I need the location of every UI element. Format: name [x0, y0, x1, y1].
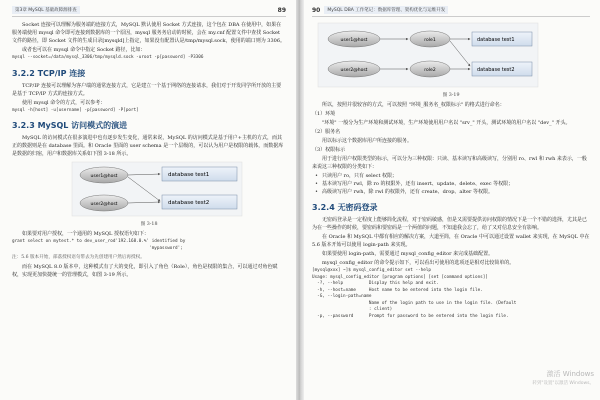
note: 注：5.6 版本开始，部落授权语句带去为先创建用户然后再授权。 — [12, 255, 145, 260]
paragraph: MySQL 的访问模式在很多演进中也有逐步发生变化，通常来说，MySQL 的访问模式是基于用户+主机的方式，而其正的数据则是在 database 里面。和 Oracle 里面的 user schema 是一个层级的，可以认为用户是权限的载体，而数据库是数据的归宿，用户和数据库关系如下图 3-18 所示。 — [12, 135, 284, 157]
left-page-header — [12, 6, 286, 17]
code-block: mysql -h[host] -u[username] -p[password] -P[port] — [12, 107, 139, 113]
right-page-header — [312, 6, 590, 17]
right-page — [304, 0, 600, 400]
paragraph: 使用 mysql 命令的方式，可以参考： — [22, 99, 106, 106]
chapter-title: 第3章 MySQL 基础故障源排查 — [12, 6, 80, 14]
list-heading: （2）服务名 — [312, 129, 341, 135]
role2-label: role2 — [424, 68, 436, 73]
section-heading: 3.2.3 MySQL 访问模式的演进 — [12, 121, 128, 130]
book-title: MySQL DBA 工作笔记：数据库管理、架构优化与运维开发 — [324, 6, 448, 14]
paragraph: 所以，按照并很较容的方式，可以按照 "环境_服务名_权限标示" 的格式进行命名： — [322, 102, 505, 108]
user2-label: user2@host — [340, 68, 368, 73]
paragraph: TCP/IP 连接可以理解为客户端的通常连接方式，它是建立一个基于网络的连接请求，我们对于开发同学所开放的主要是基于 TCP/IP 方式的连接方式。 — [12, 82, 282, 97]
list-heading: （3）权限标示 — [312, 147, 346, 153]
user-database-diagram — [12, 160, 286, 218]
paragraph: 在 Oracle 和 MySQL 中都有相应的解决方案，大道至简，在 Oracle 中可以通过设置 wallet 来实现，在 MySQL 中在 5.6 版本开始可以使用 login-path 来实现。 — [312, 234, 590, 248]
paragraph: mysql_config_editor 的命令提示如下，可以看出可使用的选项还是相对比较简单的。 — [322, 260, 515, 266]
paragraph: 用以标示这个数据库用户所连接的服务。 — [322, 138, 413, 144]
watermark-title: 激活 Windows — [546, 370, 594, 378]
code-block: grant select on mytest.* to dev_user_rod'192.168.0.%' identified by 'mypassword'; — [12, 239, 186, 251]
bullet-item: • 高级读写用户 rwh，除 rwl 的权限外，还有 create、drop、alter 等权限。 — [312, 188, 590, 196]
user1-label: user1@host — [90, 174, 118, 179]
page-number: 89 — [277, 6, 286, 14]
paragraph: 而在 MySQL 8.0 版本中，这种模式有了大的变化，即引入了角色（Role），角色是权限的集合，可以通过对角色赋权，实现更加快捷统一的管理模式，如图 3-19 所示。 — [12, 264, 278, 278]
list-heading: （1）环境 — [312, 111, 336, 117]
watermark-subtitle: 转到"设置"以激活 Windows。 — [532, 381, 594, 386]
figure-caption: 图 3-19 — [442, 93, 460, 98]
code-block: [mysql@xxx] ~]$ mysql_config_editor set --help Usage: mysql_config_editor [program options] [set [command options]] -?, --help Display this help and exit. -h, --host=name Host name to be entered into the login file. -G, --login-path=name Name of the login path to use in the login file. (Default : client) -p, --password Prompt for password to be entered into the login file. — [312, 268, 517, 319]
user2-label: user2@host — [90, 202, 118, 207]
code-block: mysql --socket=/data/mysql_3306/tmp/mysqld.sock -uroot -p[password] -P3306 — [12, 55, 204, 60]
paragraph: "环境" 一般分为生产环境和测试环境，生产环境使用用户名以 "srv_" 开头，测试环境的用户名以 "dev_" 开头。 — [322, 120, 571, 126]
role1-label: role1 — [424, 38, 436, 43]
paragraph: 或者也可以在 mysql 命令中指定 Socket 路径，比如： — [22, 47, 146, 53]
user-role-database-diagram — [312, 21, 592, 89]
figure-3-19 — [312, 21, 590, 89]
bullet-item: • 基本读写用户 rwl，除 ro 的权限外，还有 insert、update、delete、exec 等权限； — [312, 180, 590, 188]
left-page — [0, 0, 296, 400]
bullet-item: • 只读用户 ro，只有 select 权限； — [312, 172, 590, 180]
paragraph: Socket 连接可以理解为服务端的连接方式，MySQL 默认使用 Socket 方式连接，这个包在 DBA 在使用中，如果在服务端使用 mysql 命令即可连接到数据库的一个原因，mysql 服务务启动的时候，会在 my.cnf 配置文件中查找 Socket 文件的路径，即 Socket 文件的生成目录[mysqld]上指定，如果没有配置认是/tmp/mysql.sock，使用的端口则为 3306。 — [12, 22, 286, 44]
book-gutter — [296, 0, 304, 400]
paragraph: 用于进行用户权限类型的标示，可以分为三种权限：只读、基本读写和高级读写，分别用 ro、rwl 和 rwh 来表示，一般来说这三种权限的分类如下： — [312, 156, 587, 170]
database-test2-label: database test2 — [168, 200, 210, 206]
section-heading: 3.2.4 无密码登录 — [312, 203, 378, 212]
section-heading: 3.2.2 TCP/IP 连接 — [12, 68, 86, 78]
windows-activation-watermark — [532, 370, 594, 388]
database-test1-label: database test1 — [168, 172, 210, 178]
paragraph: 如果要使用 login-path，需要通过 mysql_config_editor 来完成基础配置。 — [322, 251, 494, 257]
paragraph: 如果要对用户授权，一个通用的 MySQL 授权语句如下： — [22, 231, 149, 237]
page-number: 90 — [312, 6, 321, 14]
user1-label: user1@host — [340, 38, 368, 43]
database-test2-label: database test2 — [477, 67, 515, 73]
figure-3-18 — [12, 160, 286, 218]
figure-caption: 图 3-18 — [140, 222, 158, 227]
paragraph: 无密码登录是一定程度上能够简化流程，对于密码敏感，但是又需要提供访问权限的情况下是一个不错的选择，尤其是已为在一些操作的时候，要密码和要密码是一个两值的问题，不知道我会忘了，给了又对信息安全有影响。 — [312, 217, 588, 231]
database-test1-label: database test1 — [477, 37, 515, 43]
